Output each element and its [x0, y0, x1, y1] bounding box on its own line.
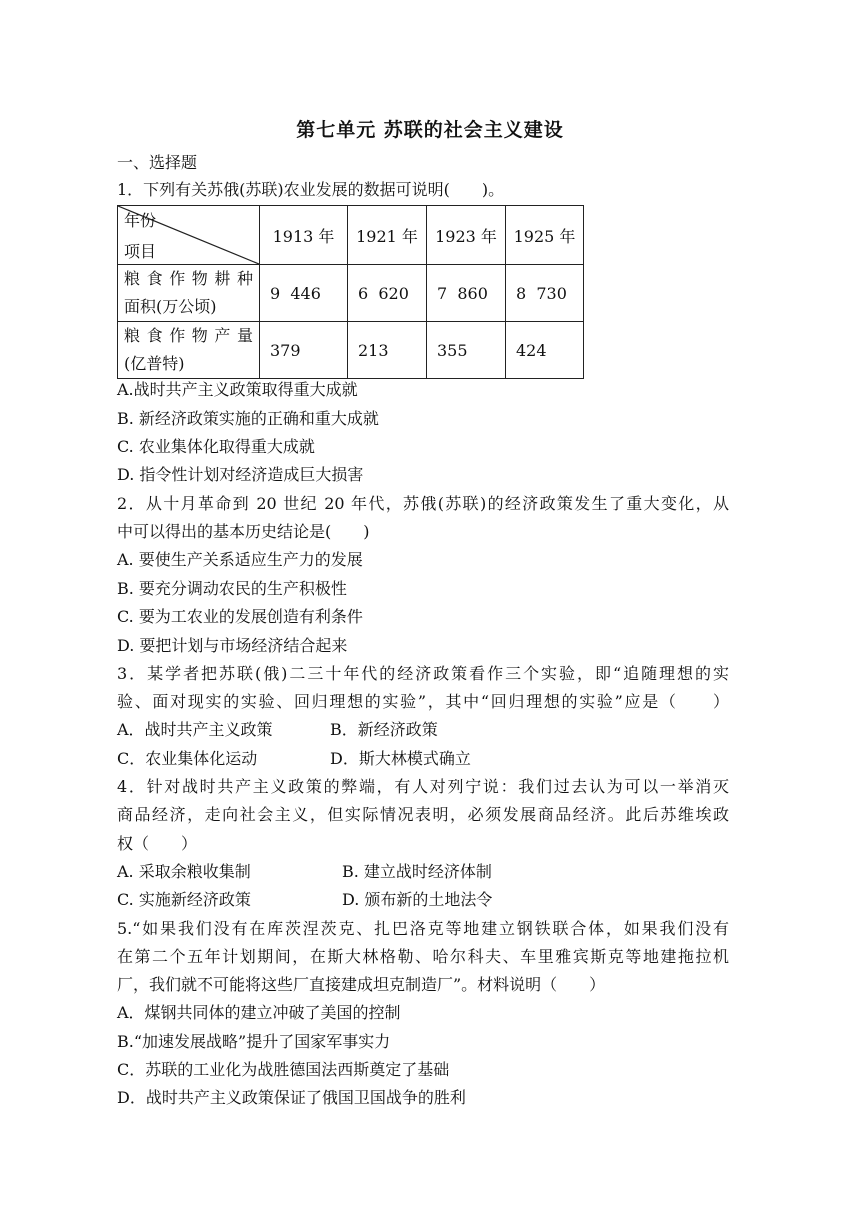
- q1-option-d: D. 指令性计划对经济造成巨大损害: [117, 465, 364, 484]
- page-title: 第七单元 苏联的社会主义建设: [296, 119, 564, 141]
- q1-option-a: A.战时共产主义政策取得重大成就: [117, 380, 358, 399]
- table-cell: 355: [427, 322, 506, 379]
- year-header: 1921 年: [348, 206, 427, 265]
- table-cell: 9 446: [260, 265, 348, 322]
- table-cell: 424: [506, 322, 584, 379]
- year-header: 1925 年: [506, 206, 584, 265]
- q4-stem-line3: 权（ ）: [117, 834, 198, 853]
- q4-option-b: B. 建立战时经济体制: [342, 862, 492, 881]
- table-header-row: [118, 206, 584, 265]
- q2-stem-line1: 2．从十月革命到 20 世纪 20 年代，苏俄(苏联)的经济政策发生了重大变化，从: [117, 494, 729, 513]
- q3-stem-line2: 验、面对现实的实验、回归理想的实验”，其中“回归理想的实验”应是（ ）: [117, 692, 729, 711]
- table-cell: 379: [260, 322, 348, 379]
- q4-option-d: D. 颁布新的土地法令: [342, 890, 493, 909]
- q3-option-a: A．战时共产主义政策: [117, 720, 273, 739]
- q5-stem-line2: 在第二个五年计划期间，在斯大林格勒、哈尔科夫、车里雅宾斯克等地建拖拉机: [117, 947, 729, 966]
- q5-option-b: B.“加速发展战略”提升了国家军事实力: [117, 1032, 391, 1051]
- corner-label-year: 年份: [124, 211, 157, 230]
- year-header: 1923 年: [427, 206, 506, 265]
- q4-option-c: C. 实施新经济政策: [117, 890, 251, 909]
- q4-stem-line1: 4．针对战时共产主义政策的弊端，有人对列宁说：我们过去认为可以一举消灭: [117, 777, 729, 796]
- q3-option-d: D．斯大林模式确立: [330, 749, 471, 768]
- q1-option-c: C. 农业集体化取得重大成就: [117, 437, 315, 456]
- q5-option-d: D．战时共产主义政策保证了俄国卫国战争的胜利: [117, 1088, 466, 1107]
- table-corner-cell: [118, 206, 260, 265]
- q2-stem-line2: 中可以得出的基本历史结论是( ): [117, 522, 370, 541]
- q1-stem: 1．下列有关苏俄(苏联)农业发展的数据可说明( )。: [117, 180, 505, 199]
- q1-data-table: [117, 205, 584, 379]
- row-label: 粮食作物产量 (亿普特): [118, 322, 260, 379]
- year-header: 1913 年: [260, 206, 348, 265]
- table-cell: 8 730: [506, 265, 584, 322]
- q5-option-a: A．煤钢共同体的建立冲破了美国的控制: [117, 1003, 401, 1022]
- q3-option-b: B．新经济政策: [330, 720, 438, 739]
- q1-option-b: B. 新经济政策实施的正确和重大成就: [117, 409, 379, 428]
- q4-option-a: A. 采取余粮收集制: [117, 862, 251, 881]
- q2-option-c: C. 要为工农业的发展创造有利条件: [117, 607, 363, 626]
- table-row: [118, 322, 584, 379]
- corner-label-item: 项目: [124, 242, 157, 261]
- q4-options-row1: [117, 862, 567, 884]
- table-row: [118, 265, 584, 322]
- q5-stem-line1: 5.“如果我们没有在库茨涅茨克、扎巴洛克等地建立钢铁联合体，如果我们没有: [117, 919, 729, 938]
- q2-option-a: A. 要使生产关系适应生产力的发展: [117, 550, 363, 569]
- q2-option-b: B. 要充分调动农民的生产积极性: [117, 579, 347, 598]
- q5-stem-line3: 厂，我们就不可能将这些厂直接建成坦克制造厂”。材料说明（ ）: [117, 975, 606, 994]
- section-heading: 一、选择题: [117, 153, 198, 172]
- q3-options-row2: [117, 749, 517, 771]
- q3-stem-line1: 3．某学者把苏联(俄)二三十年代的经济政策看作三个实验，即“追随理想的实: [117, 664, 729, 683]
- q5-option-c: C．苏联的工业化为战胜德国法西斯奠定了基础: [117, 1060, 450, 1079]
- q2-option-d: D. 要把计划与市场经济结合起来: [117, 636, 348, 655]
- table-cell: 6 620: [348, 265, 427, 322]
- q4-stem-line2: 商品经济，走向社会主义，但实际情况表明，必须发展商品经济。此后苏维埃政: [117, 805, 729, 824]
- row-label: 粮食作物耕种 面积(万公顷): [118, 265, 260, 322]
- q3-option-c: C．农业集体化运动: [117, 749, 258, 768]
- q3-options-row1: [117, 720, 517, 742]
- q4-options-row2: [117, 890, 567, 912]
- table-cell: 7 860: [427, 265, 506, 322]
- table-cell: 213: [348, 322, 427, 379]
